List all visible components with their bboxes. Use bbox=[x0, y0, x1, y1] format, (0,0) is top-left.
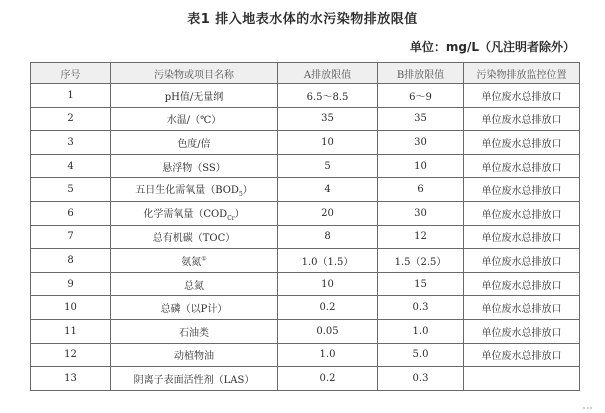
row-monitoring-location: 单位废水总排放口 bbox=[464, 201, 580, 225]
row-pollutant-name bbox=[111, 84, 278, 108]
pollutant-name-text: 阴离子表面活性剂（LAS） bbox=[133, 374, 255, 386]
row-monitoring-location: 单位废水总排放口 bbox=[464, 84, 580, 108]
header-limit-b: B排放限值 bbox=[378, 63, 464, 84]
pollutant-name-text: 水温/（℃） bbox=[166, 115, 222, 127]
header-pollutant-name: 污染物或项目名称 bbox=[111, 63, 278, 84]
table-row bbox=[31, 107, 580, 131]
header-row bbox=[31, 63, 580, 84]
unit-note: 单位：mg/L（凡注明者除外） bbox=[409, 40, 575, 54]
table-row bbox=[31, 319, 580, 343]
header-monitoring-location: 污染物排放监控位置 bbox=[464, 63, 580, 84]
row-serial-no: 5 bbox=[31, 178, 111, 202]
row-serial-no: 4 bbox=[31, 154, 111, 178]
table-row bbox=[31, 249, 580, 273]
table-row bbox=[31, 225, 580, 249]
row-monitoring-location: 单位废水总排放口 bbox=[464, 272, 580, 296]
row-serial-no: 13 bbox=[31, 367, 111, 391]
row-limit-b: 30 bbox=[378, 131, 464, 155]
pollutant-name-tail: ） bbox=[242, 185, 253, 197]
pollutant-name-subscript: 5 bbox=[238, 191, 243, 199]
table-row bbox=[31, 343, 580, 367]
table-row bbox=[31, 84, 580, 108]
row-limit-a: 0.2 bbox=[278, 296, 378, 320]
row-limit-a: 10 bbox=[278, 131, 378, 155]
row-pollutant-name bbox=[111, 343, 278, 367]
row-serial-no: 2 bbox=[31, 107, 111, 131]
table-row bbox=[31, 201, 580, 225]
row-serial-no: 8 bbox=[31, 249, 111, 273]
row-limit-b: 35 bbox=[378, 107, 464, 131]
row-pollutant-name bbox=[111, 367, 278, 391]
row-limit-a: 4 bbox=[278, 178, 378, 202]
row-monitoring-location: 单位废水总排放口 bbox=[464, 154, 580, 178]
pollutant-name-text: 化学需氧量（COD bbox=[143, 208, 228, 220]
row-limit-b: 15 bbox=[378, 272, 464, 296]
pollutant-name-text: 动植物油 bbox=[174, 351, 214, 363]
row-serial-no: 1 bbox=[31, 84, 111, 108]
row-monitoring-location: 单位废水总排放口 bbox=[464, 249, 580, 273]
row-pollutant-name bbox=[111, 272, 278, 296]
row-serial-no: 10 bbox=[31, 296, 111, 320]
row-pollutant-name bbox=[111, 107, 278, 131]
row-limit-a: 1.0（1.5） bbox=[278, 249, 378, 273]
row-pollutant-name bbox=[111, 225, 278, 249]
row-limit-a: 35 bbox=[278, 107, 378, 131]
table-body bbox=[31, 84, 580, 391]
row-serial-no: 6 bbox=[31, 201, 111, 225]
pollutant-name-text: 总磷（以P计） bbox=[160, 304, 228, 316]
row-limit-a: 20 bbox=[278, 201, 378, 225]
emission-limits-table bbox=[30, 62, 580, 391]
row-serial-no: 11 bbox=[31, 319, 111, 343]
pollutant-name-text: 悬浮物（SS） bbox=[162, 162, 226, 174]
row-limit-b: 10 bbox=[378, 154, 464, 178]
row-monitoring-location: 单位废水总排放口 bbox=[464, 319, 580, 343]
row-limit-a: 8 bbox=[278, 225, 378, 249]
row-limit-b: 0.3 bbox=[378, 367, 464, 391]
dots-watermark bbox=[583, 394, 597, 398]
row-limit-a: 0.05 bbox=[278, 319, 378, 343]
pollutant-name-text: 总有机碳（TOC） bbox=[152, 233, 236, 245]
table-header bbox=[31, 63, 580, 84]
row-limit-b: 6 bbox=[378, 178, 464, 202]
table-caption: 表1 排入地表水体的水污染物排放限值 bbox=[187, 12, 418, 27]
row-limit-a: 10 bbox=[278, 272, 378, 296]
row-monitoring-location: 单位废水总排放口 bbox=[464, 107, 580, 131]
row-limit-b: 1.5（2.5） bbox=[378, 249, 464, 273]
row-limit-a: 1.0 bbox=[278, 343, 378, 367]
row-monitoring-location: 单位废水总排放口 bbox=[464, 343, 580, 367]
row-limit-b: 30 bbox=[378, 201, 464, 225]
row-monitoring-location: 单位废水总排放口 bbox=[464, 131, 580, 155]
table-row bbox=[31, 272, 580, 296]
pollutant-name-text: 氨氮 bbox=[181, 256, 202, 268]
row-monitoring-location: 单位废水总排放口 bbox=[464, 296, 580, 320]
row-monitoring-location: 单位废水总排放口 bbox=[464, 178, 580, 202]
row-limit-a: 0.2 bbox=[278, 367, 378, 391]
row-pollutant-name bbox=[111, 178, 278, 202]
row-limit-a: 5 bbox=[278, 154, 378, 178]
row-serial-no: 9 bbox=[31, 272, 111, 296]
table-row bbox=[31, 178, 580, 202]
footnote-marker: ① bbox=[201, 255, 207, 263]
table-row bbox=[31, 367, 580, 391]
row-limit-b: 12 bbox=[378, 225, 464, 249]
row-serial-no: 3 bbox=[31, 131, 111, 155]
row-pollutant-name bbox=[111, 201, 278, 225]
row-limit-b: 0.3 bbox=[378, 296, 464, 320]
pollutant-name-text: pH值/无量纲 bbox=[164, 91, 224, 103]
pollutant-name-text: 石油类 bbox=[179, 327, 209, 339]
pollutant-name-text: 色度/倍 bbox=[177, 138, 211, 150]
row-pollutant-name bbox=[111, 131, 278, 155]
row-limit-b: 6～9 bbox=[378, 84, 464, 108]
row-limit-a: 6.5～8.5 bbox=[278, 84, 378, 108]
row-limit-b: 5.0 bbox=[378, 343, 464, 367]
row-monitoring-location bbox=[464, 367, 580, 391]
header-serial-no: 序号 bbox=[31, 63, 111, 84]
header-limit-a: A排放限值 bbox=[278, 63, 378, 84]
table-row bbox=[31, 154, 580, 178]
pollutant-name-text: 五日生化需氧量（BOD bbox=[135, 185, 239, 197]
pollutant-name-tail: ） bbox=[234, 208, 245, 220]
row-pollutant-name bbox=[111, 296, 278, 320]
table-row bbox=[31, 296, 580, 320]
row-pollutant-name bbox=[111, 249, 278, 273]
pollutant-name-subscript: Cr bbox=[227, 214, 235, 222]
row-limit-b: 1.0 bbox=[378, 319, 464, 343]
row-monitoring-location: 单位废水总排放口 bbox=[464, 225, 580, 249]
pollutant-name-text: 总氮 bbox=[184, 280, 204, 292]
row-pollutant-name bbox=[111, 319, 278, 343]
row-pollutant-name bbox=[111, 154, 278, 178]
row-serial-no: 7 bbox=[31, 225, 111, 249]
row-serial-no: 12 bbox=[31, 343, 111, 367]
table-row bbox=[31, 131, 580, 155]
